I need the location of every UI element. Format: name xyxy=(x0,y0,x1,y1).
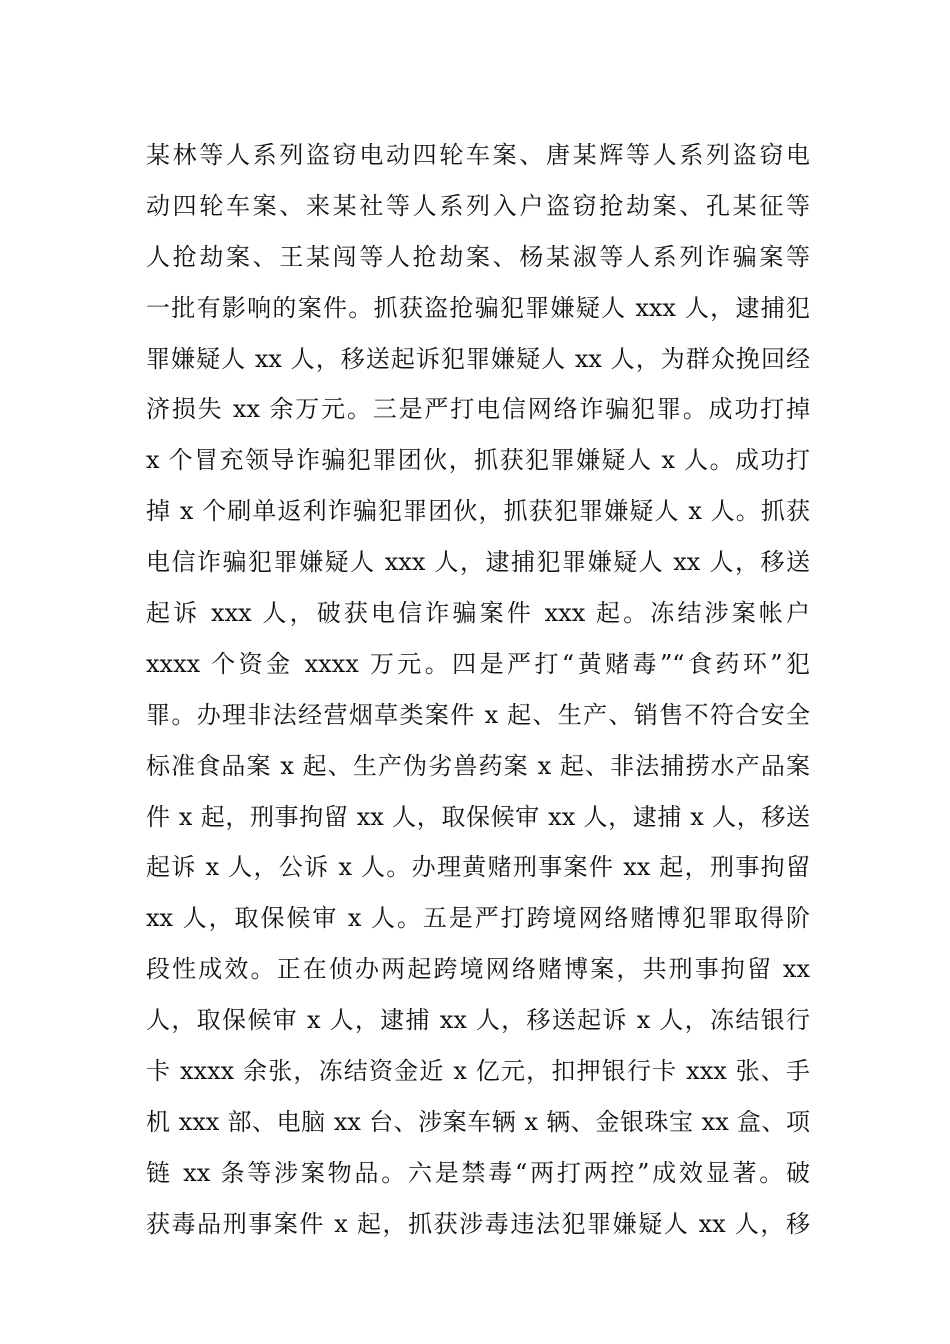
text-line: 段性成效。正在侦办两起跨境网络赌博案，共刑事拘留 xx xyxy=(146,955,810,984)
text-line: 起诉 xxx 人，破获电信诈骗案件 xxx 起。冻结涉案帐户 xyxy=(146,599,810,628)
text-line: 某林等人系列盗窃电动四轮车案、唐某辉等人系列盗窃电 xyxy=(146,141,810,169)
text-line: 掉 x 个刷单返利诈骗犯罪团伙，抓获犯罪嫌疑人 x 人。抓获 xyxy=(146,497,810,526)
text-line: 电信诈骗犯罪嫌疑人 xxx 人，逮捕犯罪嫌疑人 xx 人，移送 xyxy=(146,548,810,577)
text-line: xxxx 个资金 xxxx 万元。四是严打“黄赌毒”“食药环”犯 xyxy=(146,649,810,678)
text-line: 济损失 xx 余万元。三是严打电信网络诈骗犯罪。成功打掉 xyxy=(146,395,810,424)
text-line: x 个冒充领导诈骗犯罪团伙，抓获犯罪嫌疑人 x 人。成功打 xyxy=(146,446,810,475)
text-line: 链 xx 条等涉案物品。六是禁毒“两打两控”成效显著。破 xyxy=(146,1158,810,1187)
text-line: 获毒品刑事案件 x 起，抓获涉毒违法犯罪嫌疑人 xx 人，移 xyxy=(146,1209,810,1238)
text-line: 件 x 起，刑事拘留 xx 人，取保候审 xx 人，逮捕 x 人，移送 xyxy=(146,802,810,831)
text-line: 人抢劫案、王某闯等人抢劫案、杨某淑等人系列诈骗案等 xyxy=(146,242,810,271)
text-line: 卡 xxxx 余张，冻结资金近 x 亿元，扣押银行卡 xxx 张、手 xyxy=(146,1057,810,1086)
text-line: 动四轮车案、来某社等人系列入户盗窃抢劫案、孔某征等 xyxy=(146,191,810,220)
text-line: 罪嫌疑人 xx 人，移送起诉犯罪嫌疑人 xx 人，为群众挽回经 xyxy=(146,344,810,373)
text-line: xx 人，取保候审 x 人。五是严打跨境网络赌博犯罪取得阶 xyxy=(146,904,810,933)
text-line: 一批有影响的案件。抓获盗抢骗犯罪嫌疑人 xxx 人，逮捕犯 xyxy=(146,293,810,322)
body-paragraph xyxy=(146,130,810,1250)
text-line: 人，取保候审 x 人，逮捕 xx 人，移送起诉 x 人，冻结银行 xyxy=(146,1006,810,1035)
text-line: 起诉 x 人，公诉 x 人。办理黄赌刑事案件 xx 起，刑事拘留 xyxy=(146,853,810,882)
text-line: 标准食品案 x 起、生产伪劣兽药案 x 起、非法捕捞水产品案 xyxy=(146,751,810,780)
text-line: 罪。办理非法经营烟草类案件 x 起、生产、销售不符合安全 xyxy=(146,700,810,729)
text-line: 机 xxx 部、电脑 xx 台、涉案车辆 x 辆、金银珠宝 xx 盒、项 xyxy=(146,1107,810,1136)
